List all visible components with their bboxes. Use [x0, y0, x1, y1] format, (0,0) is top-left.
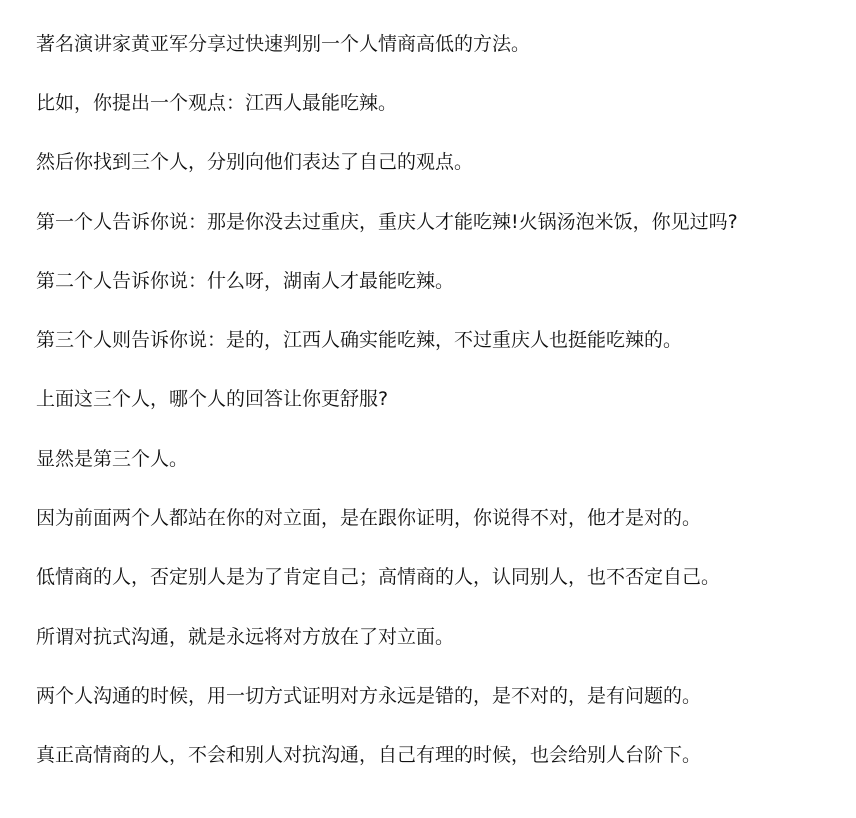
paragraph: 第三个人则告诉你说：是的，江西人确实能吃辣，不过重庆人也挺能吃辣的。 — [36, 329, 683, 351]
paragraph: 上面这三个人，哪个人的回答让你更舒服? — [36, 388, 389, 410]
paragraph: 真正高情商的人，不会和别人对抗沟通，自己有理的时候，也会给别人台阶下。 — [36, 744, 702, 766]
paragraph: 第一个人告诉你说：那是你没去过重庆，重庆人才能吃辣!火锅汤泡米饭，你见过吗? — [36, 211, 738, 233]
paragraph: 因为前面两个人都站在你的对立面，是在跟你证明，你说得不对，他才是对的。 — [36, 507, 702, 529]
paragraph: 显然是第三个人。 — [36, 448, 189, 470]
paragraph: 所谓对抗式沟通，就是永远将对方放在了对立面。 — [36, 626, 455, 648]
paragraph: 著名演讲家黄亚军分享过快速判别一个人情商高低的方法。 — [36, 33, 531, 55]
paragraph: 低情商的人，否定别人是为了肯定自己；高情商的人，认同别人，也不否定自己。 — [36, 566, 721, 588]
paragraph: 两个人沟通的时候，用一切方式证明对方永远是错的，是不对的，是有问题的。 — [36, 685, 702, 707]
paragraph: 比如，你提出一个观点：江西人最能吃辣。 — [36, 92, 398, 114]
paragraph: 第二个人告诉你说：什么呀，湖南人才最能吃辣。 — [36, 270, 455, 292]
paragraph: 然后你找到三个人，分别向他们表达了自己的观点。 — [36, 151, 474, 173]
